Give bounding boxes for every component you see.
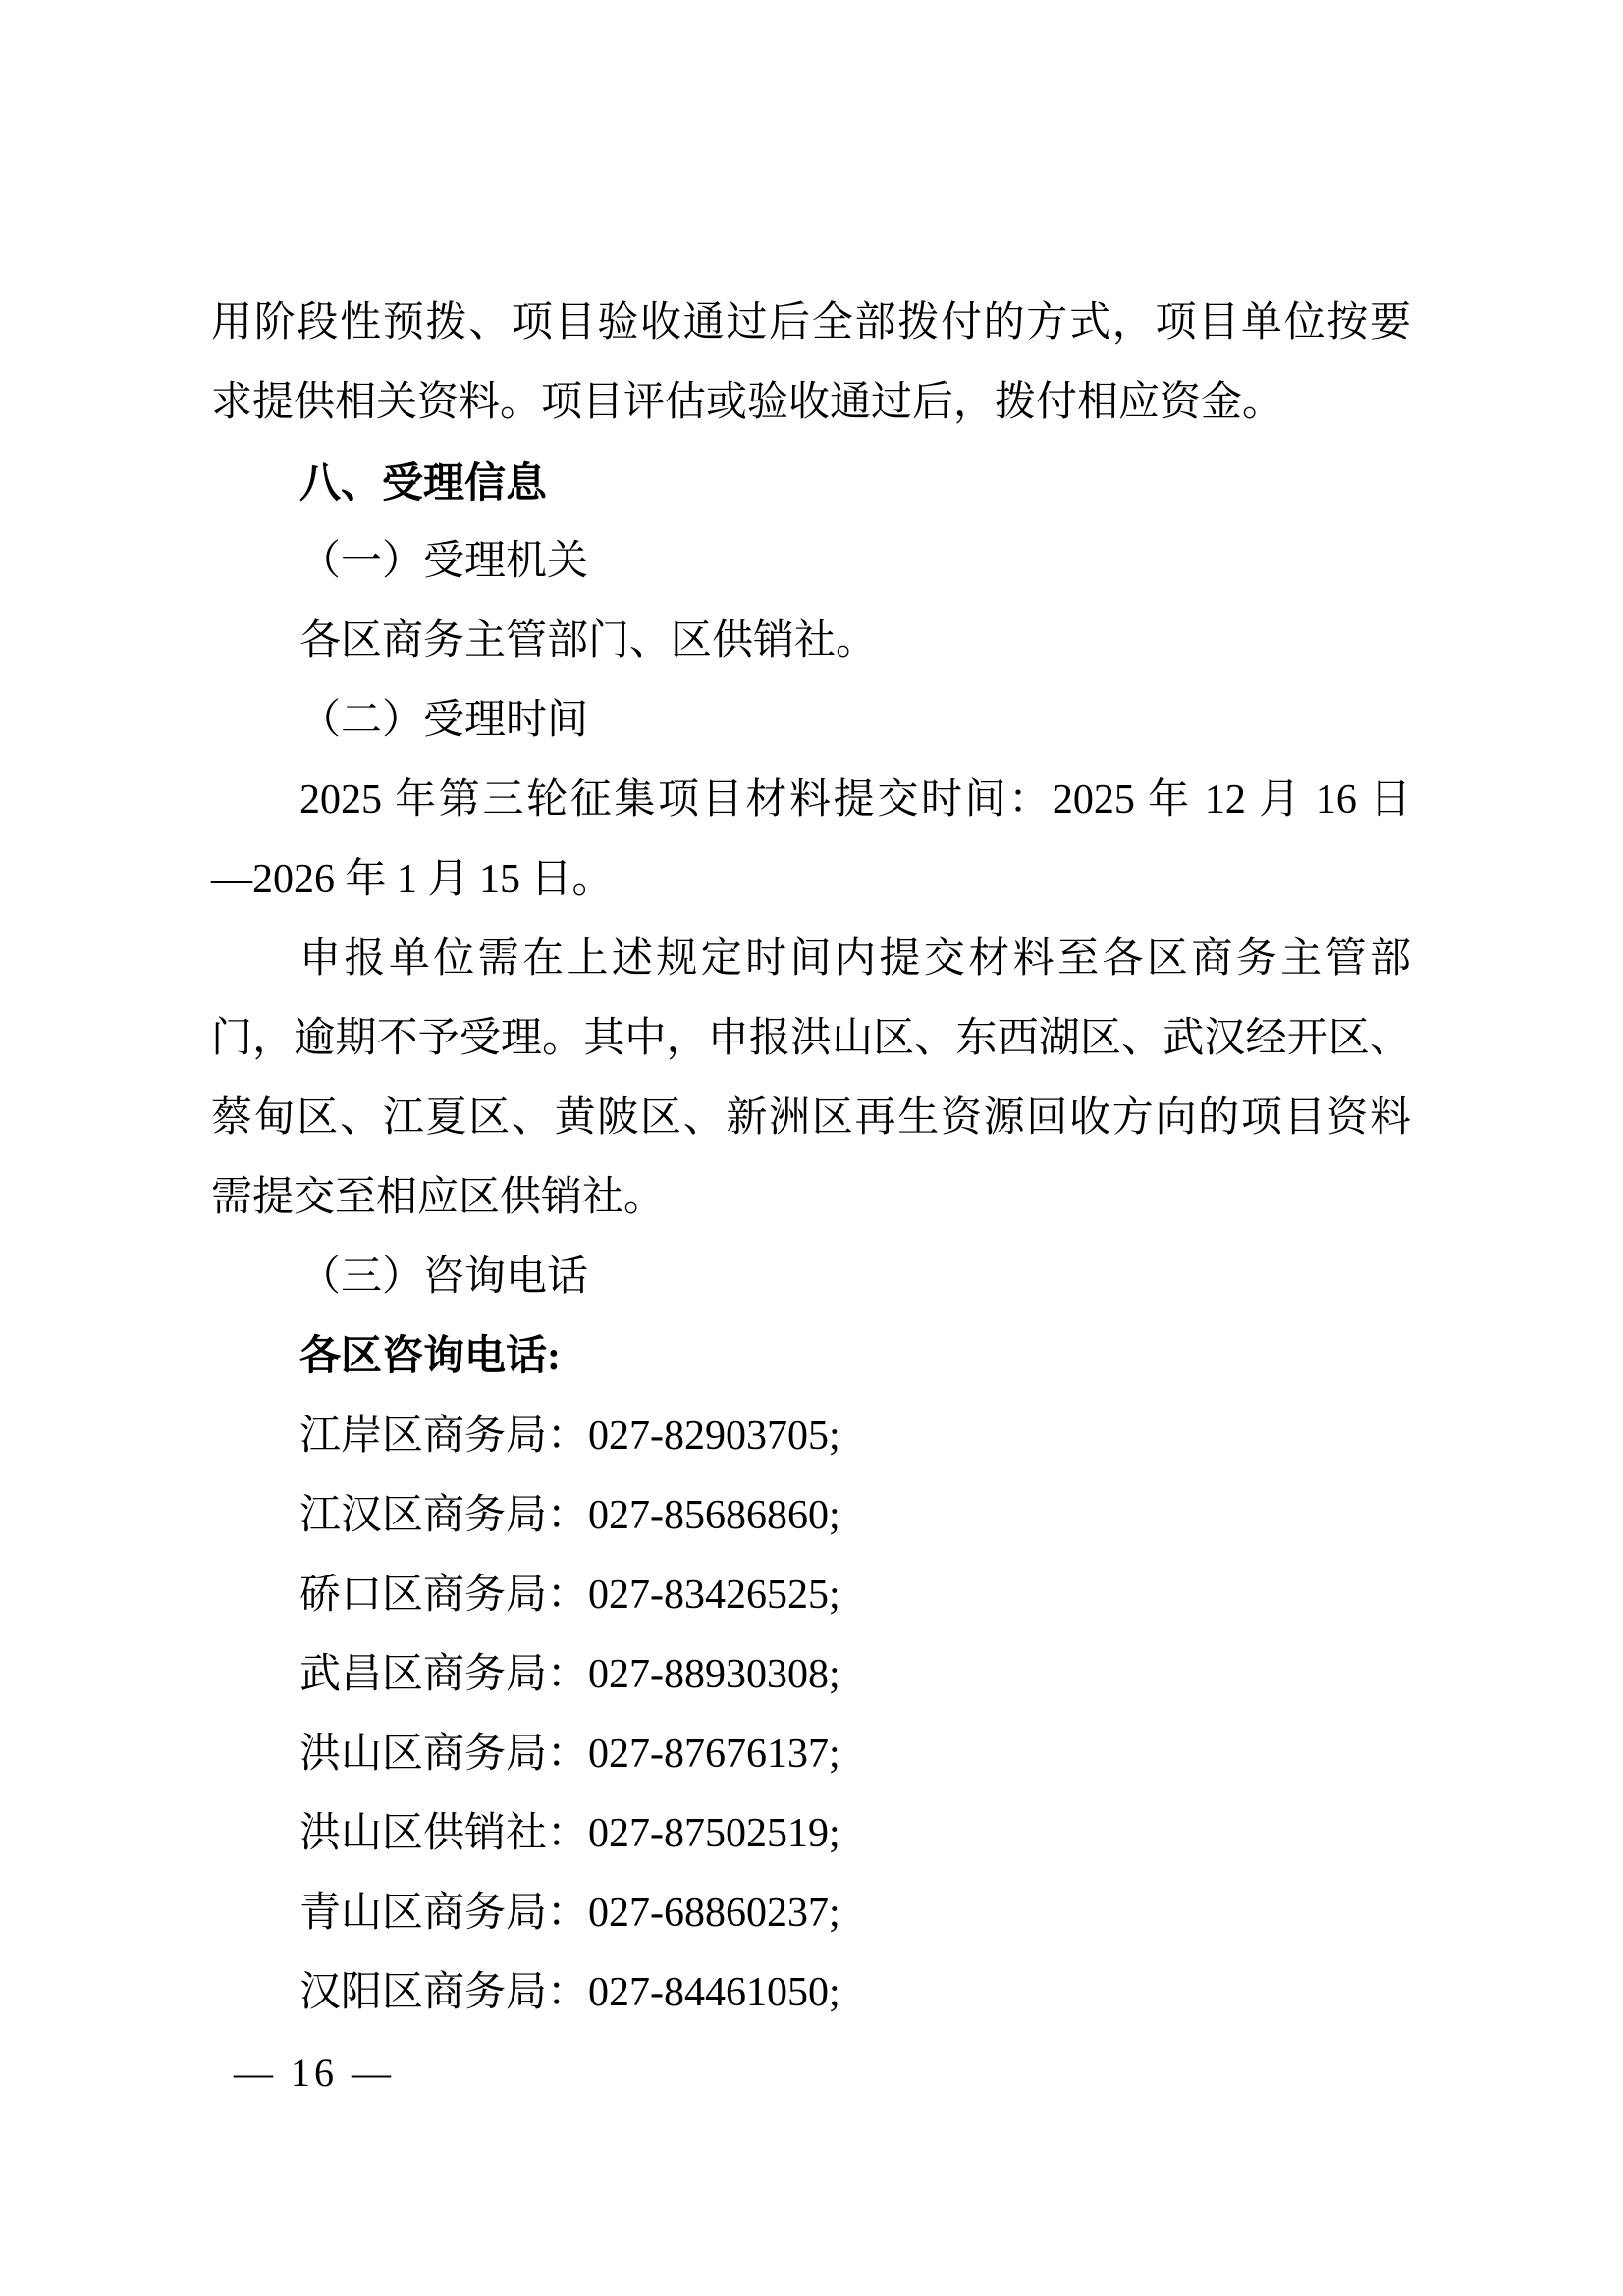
phone-list-title: 各区咨询电话: bbox=[299, 1334, 561, 1379]
phone-line: 青山区商务局：027-68860237; bbox=[299, 1891, 840, 1936]
subsection-heading: （三）咨询电话 bbox=[299, 1255, 589, 1300]
phone-line: 洪山区商务局：027-87676137; bbox=[299, 1732, 840, 1777]
phone-line: 武昌区商务局：027-88930308; bbox=[299, 1652, 840, 1697]
subsection-heading: （一）受理机关 bbox=[299, 539, 589, 584]
paragraph-line: 求提供相关资料。项目评估或验收通过后，拨付相应资金。 bbox=[211, 380, 1284, 425]
paragraph-line: 用阶段性预拨、项目验收通过后全部拨付的方式，项目单位按要 bbox=[211, 300, 1411, 346]
document-content bbox=[211, 284, 1411, 2033]
phone-line: 江岸区商务局：027-82903705; bbox=[299, 1414, 840, 1459]
paragraph-line: 蔡甸区、江夏区、黄陂区、新洲区再生资源回收方向的项目资料 bbox=[211, 1095, 1411, 1141]
paragraph-line: —2026 年 1 月 15 日。 bbox=[211, 857, 614, 902]
paragraph-line: 需提交至相应区供销社。 bbox=[211, 1175, 666, 1220]
phone-line: 江汉区商务局：027-85686860; bbox=[299, 1493, 840, 1538]
phone-line: 硚口区商务局：027-83426525; bbox=[299, 1573, 840, 1618]
subsection-heading: （二）受理时间 bbox=[299, 698, 589, 743]
paragraph-line: 2025 年第三轮征集项目材料提交时间：2025 年 12 月 16 日 bbox=[299, 777, 1411, 823]
section-heading: 八、受理信息 bbox=[299, 459, 548, 506]
paragraph-line: 门，逾期不予受理。其中，申报洪山区、东西湖区、武汉经开区、 bbox=[211, 1016, 1411, 1061]
paragraph-line: 申报单位需在上述规定时间内提交材料至各区商务主管部 bbox=[299, 936, 1411, 982]
paragraph-line: 各区商务主管部门、区供销社。 bbox=[299, 618, 878, 664]
page-number: — 16 — bbox=[234, 2051, 395, 2095]
phone-line: 洪山区供销社：027-87502519; bbox=[299, 1811, 840, 1856]
phone-line: 汉阳区商务局：027-84461050; bbox=[299, 1970, 840, 2015]
